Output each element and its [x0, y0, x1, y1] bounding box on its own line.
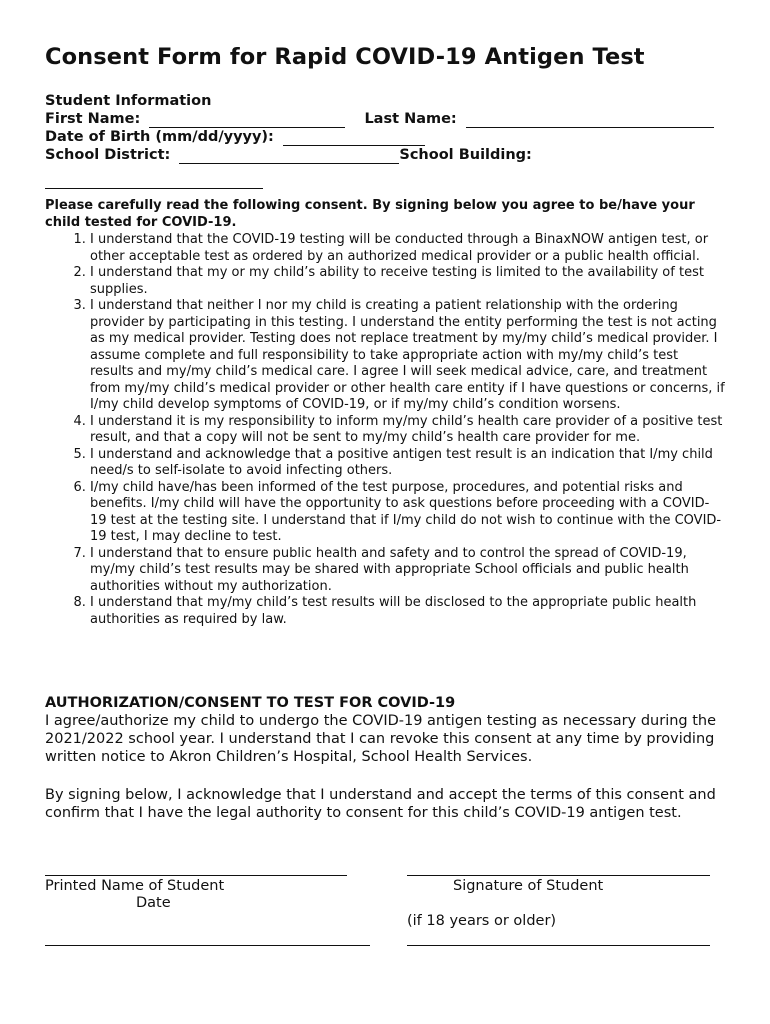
authorization-heading: AUTHORIZATION/CONSENT TO TEST FOR COVID-19	[45, 695, 456, 711]
date-label: Date	[136, 895, 171, 911]
date-line[interactable]	[45, 945, 370, 946]
page-title: Consent Form for Rapid COVID-19 Antigen Test	[45, 44, 645, 70]
authorization-section	[45, 694, 725, 766]
consent-item: 2. I understand that my or my child’s ability to receive testing is limited to the availability of test supplies.	[90, 265, 725, 298]
school-district-field[interactable]	[179, 148, 399, 164]
dob-label: Date of Birth (mm/dd/yyyy):	[45, 129, 274, 145]
signature-date-line[interactable]	[407, 945, 710, 946]
school-district-label: School District:	[45, 147, 171, 163]
signature-label: Signature of Student	[453, 878, 604, 894]
first-name-field[interactable]	[149, 112, 345, 128]
consent-item: 5. I understand and acknowledge that a positive antigen test result is an indication that I/my child need/s to self-isolate to avoid infecting others.	[90, 447, 725, 480]
consent-item: 1. I understand that the COVID-19 testing will be conducted through a BinaxNOW antigen test, or other acceptable test as ordered by an authorized medical provider or a public health official.	[90, 232, 725, 265]
school-row	[45, 146, 725, 164]
printed-name-label: Printed Name of Student	[45, 878, 225, 894]
authorization-text: I agree/authorize my child to undergo the COVID-19 antigen testing as necessary during the 2021/2022 school year. I understand that I can revoke this consent at any time by providing written notice to Akron Children’s Hospital, School Health Services.	[45, 713, 717, 765]
consent-intro: Please carefully read the following consent. By signing below you agree to be/have your child tested for COVID-19.	[45, 198, 695, 230]
consent-item: 8. I understand that my/my child’s test results will be disclosed to the appropriate public health authorities as required by law.	[90, 595, 725, 628]
consent-item: 4. I understand it is my responsibility to inform my/my child’s health care provider of a positive test result, and that a copy will not be sent to my/my child’s health care provider for me.	[90, 414, 725, 447]
signature-line[interactable]	[407, 875, 710, 876]
first-name-label: First Name:	[45, 111, 141, 127]
dob-row	[45, 128, 725, 146]
consent-item: 7. I understand that to ensure public health and safety and to control the spread of COVID-19, my/my child’s test results may be shared with appropriate School officials and public health authorities without my authorization.	[90, 546, 725, 596]
acknowledgement-text: By signing below, I acknowledge that I understand and accept the terms of this consent and confirm that I have the legal authority to consent for this child’s COVID-19 antigen test.	[45, 787, 716, 821]
student-information-section	[45, 92, 725, 190]
last-name-label: Last Name:	[364, 111, 457, 127]
school-building-row	[45, 164, 725, 190]
consent-item: 3. I understand that neither I nor my child is creating a patient relationship with the ordering provider by participating in this testing. I understand the entity performing the test is not acting as my medical provider. Testing does not replace treatment by my/my child’s medical provider. I assume complete and full responsibility to take appropriate action with my/my child’s test results and my/my child’s medical care. I agree I will seek medical advice, care, and treatment from my/my child’s medical provider or other health care entity if I have questions or concerns, if I/my child develop symptoms of COVID-19, or if my/my child’s condition worsens.	[90, 298, 725, 414]
school-building-field[interactable]	[45, 164, 263, 189]
consent-item: 6. I/my child have/has been informed of the test purpose, procedures, and potential risks and benefits. I/my child will have the opportunity to ask questions before proceeding with a COVID-19 test at the testing site. I understand that if I/my child do not wish to continue with the COVID-19 test, I may decline to test.	[90, 480, 725, 546]
name-row	[45, 110, 725, 128]
dob-field[interactable]	[283, 130, 425, 146]
consent-list	[45, 232, 725, 628]
school-building-label: School Building:	[399, 147, 532, 163]
age-note: (if 18 years or older)	[407, 913, 557, 929]
student-info-heading: Student Information	[45, 93, 212, 109]
printed-name-line[interactable]	[45, 875, 347, 876]
last-name-field[interactable]	[466, 112, 714, 128]
